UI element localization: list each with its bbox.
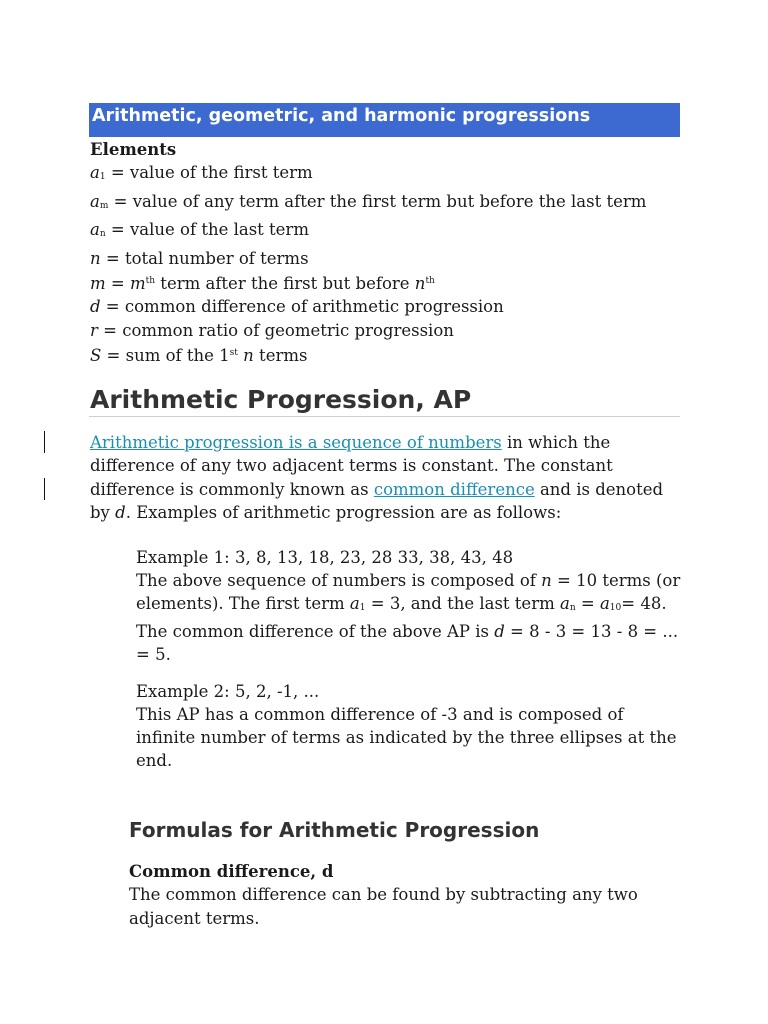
example-2-block: Example 2: 5, 2, -1, ... This AP has a common difference of -3 and is composed of infinite number of terms as indicated by the three ellipses at the end.: [136, 680, 696, 772]
common-difference-title: Common difference, d: [129, 862, 334, 881]
example-2-title: Example 2: 5, 2, -1, ...: [136, 682, 320, 701]
elements-block: [90, 138, 710, 368]
def-n: n = total number of terms: [90, 248, 309, 268]
formulas-heading: Formulas for Arithmetic Progression: [129, 818, 540, 842]
ap-heading: Arithmetic Progression, AP: [90, 385, 472, 414]
section-heading-bar: [89, 103, 680, 137]
def-a1: a1 = value of the first term: [90, 163, 313, 183]
def-an: an = value of the last term: [90, 220, 309, 240]
def-s: S = sum of the 1st n terms: [90, 346, 308, 366]
def-am: am = value of any term after the first term but before the last term: [90, 191, 647, 211]
common-difference-link[interactable]: common difference: [373, 479, 535, 499]
heading-underline: [89, 416, 680, 417]
example-1-title: Example 1: 3, 8, 13, 18, 23, 28 33, 38, 43, 48: [136, 548, 514, 567]
change-bar-marker: [44, 478, 45, 500]
section-heading-text: Arithmetic, geometric, and harmonic progressions: [92, 106, 591, 126]
change-bar-marker: [44, 431, 45, 453]
common-difference-section: Common difference, d The common difference can be found by subtracting any two adjacent terms.: [129, 860, 689, 930]
ap-intro-paragraph: Arithmetic progression is a sequence of numbers in which the difference of any two adjacent terms is constant. The constant difference is commonly known as common difference and is denoted by d. Examples of arithmetic progression are as follows:: [90, 433, 664, 523]
example-1-block: Example 1: 3, 8, 13, 18, 23, 28 33, 38, 43, 48 The above sequence of numbers is composed of n = 10 terms (or elements). The first term a1 = 3, and the last term an = a10= 48. The common difference of the above AP is d = 8 - 3 = 13 - 8 = ... = 5.: [136, 546, 696, 666]
ap-definition-link[interactable]: Arithmetic progression is a sequence of numbers: [90, 433, 502, 452]
elements-title: Elements: [90, 140, 177, 159]
def-d: d = common difference of arithmetic progression: [90, 297, 504, 317]
def-m: $m = m^{th}$ term after the first but before $n^{th}$: [90, 274, 435, 294]
def-r: r = common ratio of geometric progression: [90, 320, 454, 340]
